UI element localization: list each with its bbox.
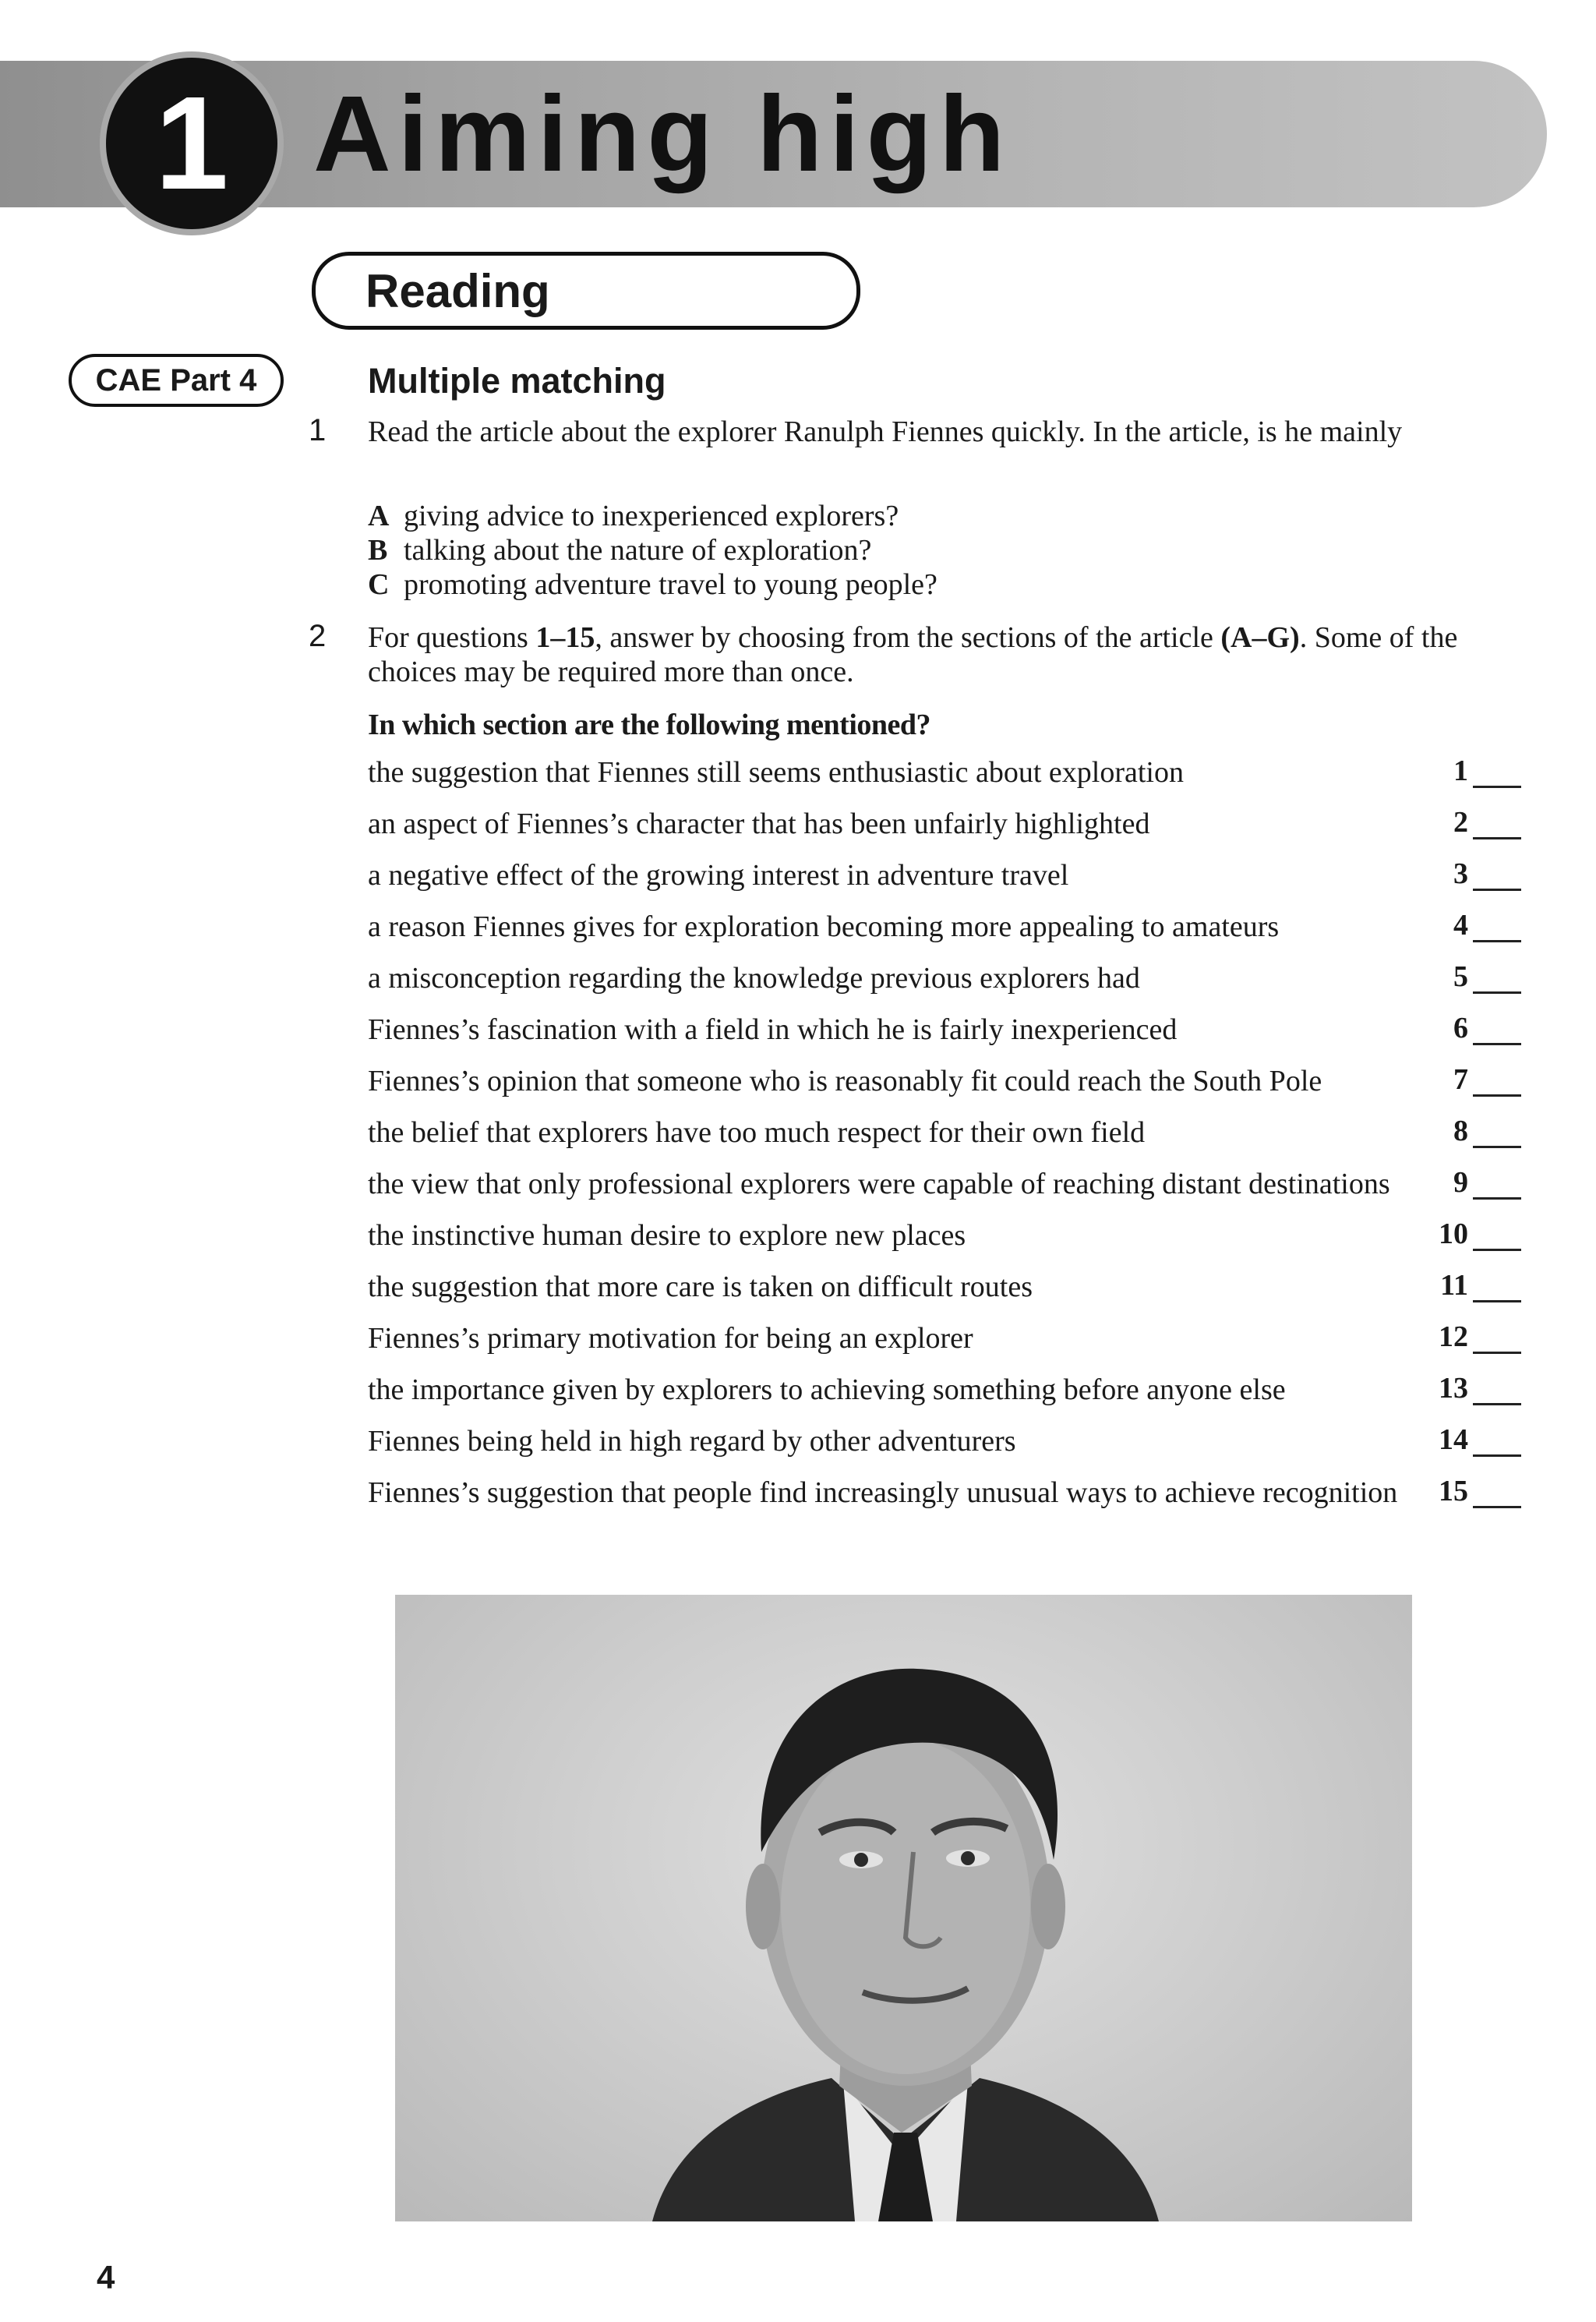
question-range: 1–15 [535, 621, 595, 654]
matching-item [368, 909, 1521, 944]
answer-line-input[interactable] [1473, 1020, 1521, 1045]
item-number: 5 [1453, 960, 1468, 993]
matching-item-text: an aspect of Fiennes’s character that has been unfairly highlighted [368, 808, 1150, 840]
matching-item-text: Fiennes’s primary motivation for being an explorer [368, 1322, 973, 1355]
unit-title: Aiming high [313, 73, 1012, 194]
item-number: 6 [1453, 1012, 1468, 1044]
exam-part-label: CAE Part 4 [69, 354, 284, 407]
answer-slot [1428, 755, 1521, 788]
answer-line-input[interactable] [1473, 1328, 1521, 1354]
matching-item-text: the suggestion that more care is taken on difficult routes [368, 1271, 1033, 1303]
item-number: 7 [1453, 1063, 1468, 1096]
answer-line-input[interactable] [1473, 762, 1521, 788]
answer-slot [1428, 1115, 1521, 1148]
item-number: 1 [1453, 755, 1468, 787]
matching-item [368, 857, 1521, 892]
item-number: 9 [1453, 1166, 1468, 1199]
explorer-portrait-image [395, 1595, 1412, 2221]
matching-item [368, 1012, 1521, 1047]
matching-item [368, 1218, 1521, 1253]
answer-slot [1428, 1372, 1521, 1405]
answer-slot [1428, 1063, 1521, 1097]
answer-line-input[interactable] [1473, 1380, 1521, 1405]
question-1-text: Read the article about the explorer Ranulph Fiennes quickly. In the article, is he mainly [368, 415, 1403, 448]
answer-line-input[interactable] [1473, 1225, 1521, 1251]
answer-line-input[interactable] [1473, 1174, 1521, 1200]
matching-item [368, 755, 1521, 790]
unit-number-badge: 1 [100, 51, 284, 235]
answer-line-input[interactable] [1473, 1277, 1521, 1302]
matching-item-text: a misconception regarding the knowledge previous explorers had [368, 962, 1140, 995]
matching-item-text: the importance given by explorers to achieving something before anyone else [368, 1373, 1286, 1406]
answer-line-input[interactable] [1473, 1483, 1521, 1508]
item-number: 12 [1439, 1320, 1468, 1353]
matching-item [368, 960, 1521, 995]
option-letter: B [368, 534, 388, 567]
option-text: giving advice to inexperienced explorers? [404, 500, 899, 532]
answer-slot [1428, 960, 1521, 994]
item-number: 8 [1453, 1115, 1468, 1147]
answer-slot [1428, 857, 1521, 891]
page-number: 4 [97, 2259, 115, 2295]
matching-item [368, 806, 1521, 841]
question-1-number: 1 [309, 413, 327, 447]
answer-slot [1428, 1269, 1521, 1302]
answer-slot [1428, 1320, 1521, 1354]
item-number: 2 [1453, 806, 1468, 839]
answer-slot [1428, 806, 1521, 839]
option-letter: A [368, 500, 390, 532]
matching-item [368, 1475, 1521, 1510]
option-b [368, 533, 871, 567]
matching-item-text: the suggestion that Fiennes still seems enthusiastic about exploration [368, 756, 1184, 789]
answer-line-input[interactable] [1473, 1122, 1521, 1148]
matching-item [368, 1269, 1521, 1304]
matching-item [368, 1063, 1521, 1098]
portrait-illustration [395, 1595, 1412, 2221]
question-2-text: For questions 1–15, answer by choosing from the sections of the article (A–G). Some of the choices may be required more than once. [368, 621, 1458, 688]
option-text: talking about the nature of exploration? [404, 534, 872, 567]
matching-item-text: Fiennes being held in high regard by other adventurers [368, 1425, 1016, 1458]
matching-item-text: the belief that explorers have too much respect for their own field [368, 1116, 1146, 1149]
matching-item-text: a negative effect of the growing interest in adventure travel [368, 859, 1069, 892]
answer-line-input[interactable] [1473, 968, 1521, 994]
answer-line-input[interactable] [1473, 814, 1521, 839]
matching-item-text: Fiennes’s fascination with a field in which he is fairly inexperienced [368, 1013, 1178, 1046]
task-heading: Multiple matching [368, 361, 666, 401]
answer-slot [1428, 1218, 1521, 1251]
option-text: promoting adventure travel to young people? [404, 568, 937, 601]
item-number: 4 [1453, 909, 1468, 942]
matching-item-text: the instinctive human desire to explore new places [368, 1219, 966, 1252]
answer-line-input[interactable] [1473, 917, 1521, 942]
answer-slot [1428, 1166, 1521, 1200]
item-number: 13 [1439, 1372, 1468, 1405]
question-2-prompt: In which section are the following mentioned? [368, 709, 931, 741]
item-number: 10 [1439, 1218, 1468, 1250]
answer-slot [1428, 1475, 1521, 1508]
answer-slot [1428, 909, 1521, 942]
section-range: (A–G) [1220, 621, 1300, 654]
item-number: 3 [1453, 857, 1468, 890]
matching-item [368, 1372, 1521, 1407]
option-a [368, 499, 899, 533]
matching-item [368, 1115, 1521, 1150]
answer-slot [1428, 1423, 1521, 1457]
item-number: 14 [1439, 1423, 1468, 1456]
matching-item [368, 1166, 1521, 1201]
question-2-number: 2 [309, 619, 327, 653]
option-letter: C [368, 568, 390, 601]
item-number: 11 [1440, 1269, 1468, 1302]
item-number: 15 [1439, 1475, 1468, 1507]
section-title-pill [312, 252, 860, 330]
answer-line-input[interactable] [1473, 1431, 1521, 1457]
section-title: Reading [365, 264, 550, 317]
answer-slot [1428, 1012, 1521, 1045]
matching-item [368, 1320, 1521, 1355]
answer-line-input[interactable] [1473, 1071, 1521, 1097]
matching-items-list [368, 755, 1521, 1526]
matching-item-text: Fiennes’s suggestion that people find increasingly unusual ways to achieve recognition [368, 1476, 1398, 1509]
matching-item-text: a reason Fiennes gives for exploration becoming more appealing to amateurs [368, 910, 1280, 943]
option-c [368, 567, 937, 602]
answer-line-input[interactable] [1473, 865, 1521, 891]
matching-item-text: Fiennes’s opinion that someone who is reasonably fit could reach the South Pole [368, 1065, 1322, 1097]
matching-item-text: the view that only professional explorers were capable of reaching distant destinations [368, 1168, 1390, 1200]
matching-item [368, 1423, 1521, 1458]
